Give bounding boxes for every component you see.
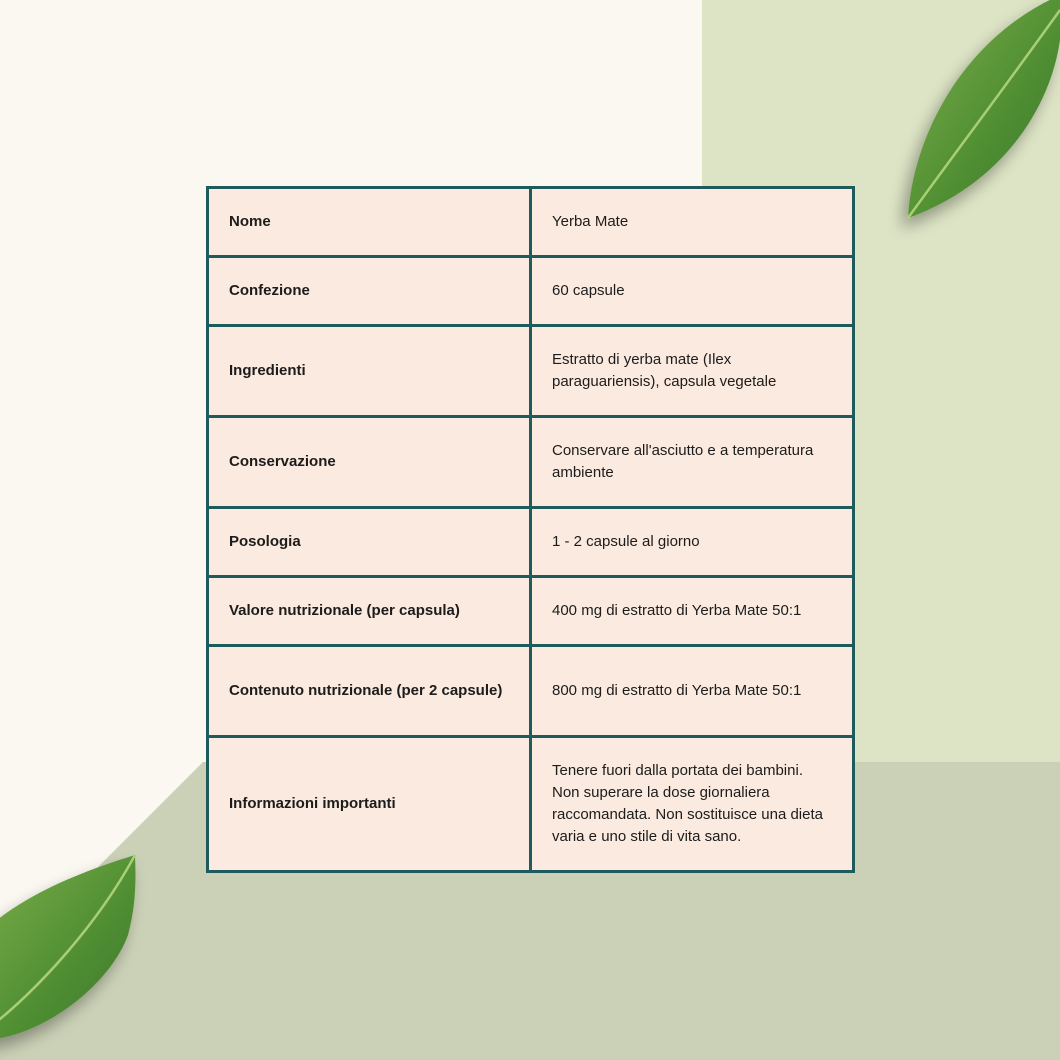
row-value-confezione: 60 capsule	[531, 257, 854, 326]
row-label-posologia: Posologia	[208, 508, 531, 577]
row-label-informazioni-importanti: Informazioni importanti	[208, 737, 531, 872]
table-row	[208, 417, 854, 508]
row-label-conservazione: Conservazione	[208, 417, 531, 508]
table-row	[208, 577, 854, 646]
row-label-confezione: Confezione	[208, 257, 531, 326]
row-value-ingredienti: Estratto di yerba mate (Ilex paraguariensis), capsula vegetale	[531, 326, 854, 417]
table-row	[208, 326, 854, 417]
row-value-posologia: 1 - 2 capsule al giorno	[531, 508, 854, 577]
product-info-table-wrapper	[206, 186, 854, 873]
row-label-nome: Nome	[208, 188, 531, 257]
table-row	[208, 188, 854, 257]
table-row	[208, 508, 854, 577]
row-value-conservazione: Conservare all'asciutto e a temperatura ambiente	[531, 417, 854, 508]
row-label-ingredienti: Ingredienti	[208, 326, 531, 417]
table-row	[208, 257, 854, 326]
row-value-informazioni-importanti: Tenere fuori dalla portata dei bambini. Non superare la dose giornaliera raccomandata. Non sostituisce una dieta varia e uno stile di vita sano.	[531, 737, 854, 872]
product-info-table	[206, 186, 855, 873]
row-value-contenuto-nutrizionale: 800 mg di estratto di Yerba Mate 50:1	[531, 646, 854, 737]
row-value-valore-nutrizionale: 400 mg di estratto di Yerba Mate 50:1	[531, 577, 854, 646]
row-value-nome: Yerba Mate	[531, 188, 854, 257]
table-row	[208, 737, 854, 872]
row-label-valore-nutrizionale: Valore nutrizionale (per capsula)	[208, 577, 531, 646]
row-label-contenuto-nutrizionale: Contenuto nutrizionale (per 2 capsule)	[208, 646, 531, 737]
table-row	[208, 646, 854, 737]
